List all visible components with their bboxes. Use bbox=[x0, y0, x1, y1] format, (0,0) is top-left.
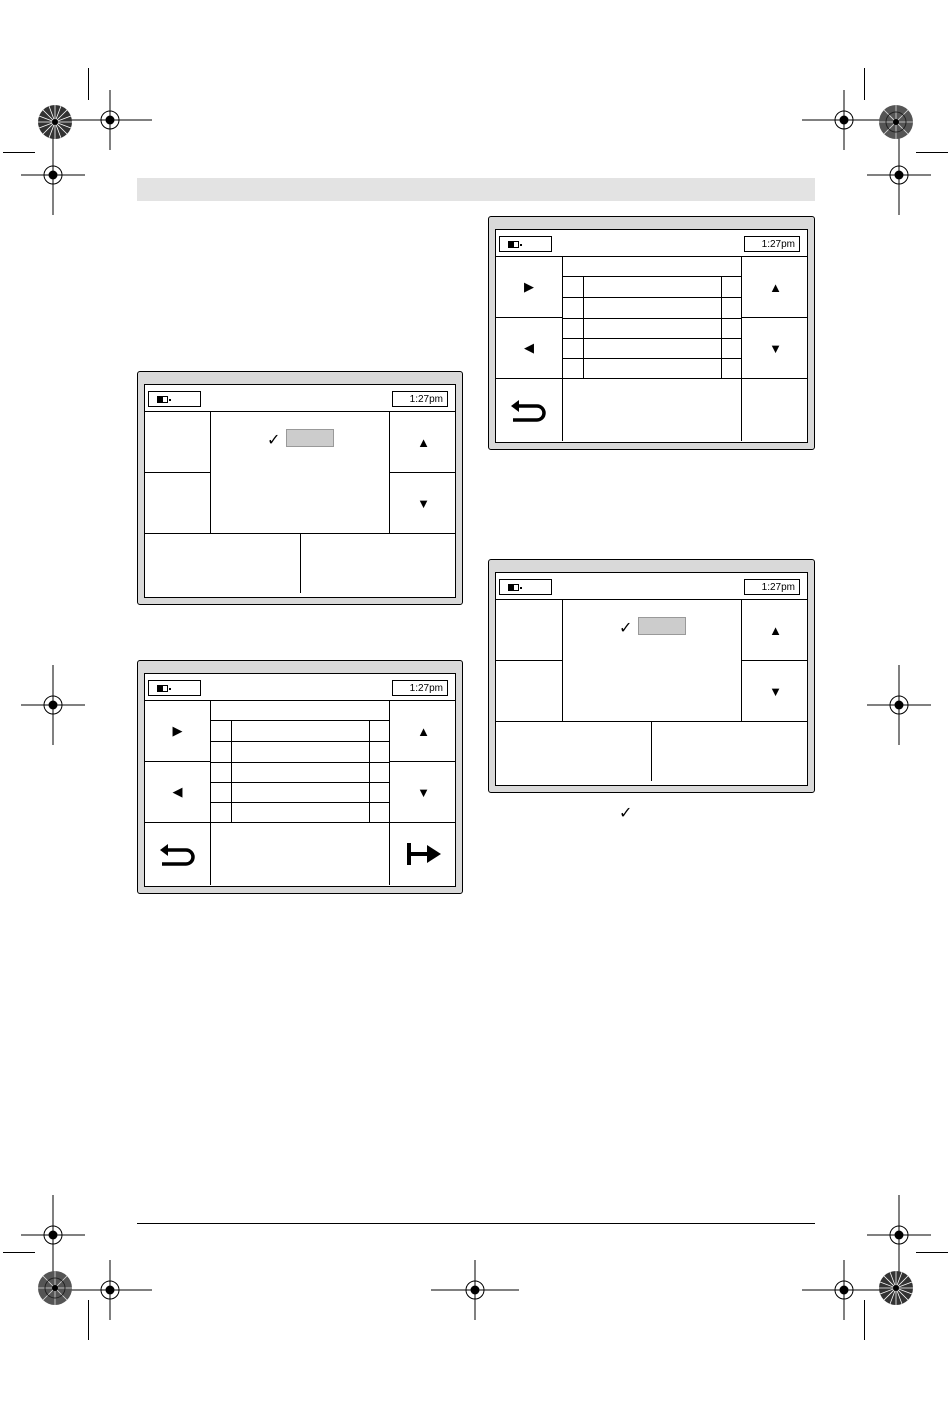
right-arrow-icon[interactable]: ▶ bbox=[524, 279, 534, 294]
selected-value-box[interactable] bbox=[286, 429, 334, 447]
checkmark-icon: ✓ bbox=[619, 620, 633, 637]
up-arrow-icon[interactable]: ▲ bbox=[417, 723, 430, 739]
down-arrow-icon[interactable]: ▼ bbox=[769, 683, 782, 699]
device-screen-3 bbox=[488, 216, 815, 450]
battery-status bbox=[499, 579, 552, 595]
checkmark-icon: ✓ bbox=[267, 432, 281, 449]
softkey-bottom-right[interactable] bbox=[742, 379, 809, 441]
battery-status bbox=[148, 391, 201, 407]
header-band bbox=[137, 178, 815, 201]
down-arrow-icon[interactable]: ▼ bbox=[417, 784, 430, 800]
down-arrow-icon[interactable]: ▼ bbox=[417, 495, 430, 511]
device-screen-1 bbox=[137, 371, 463, 605]
back-arrow-icon[interactable] bbox=[496, 379, 562, 441]
down-arrow-icon[interactable]: ▼ bbox=[769, 340, 782, 356]
selected-value-box[interactable] bbox=[638, 617, 686, 635]
display-2 bbox=[144, 673, 456, 887]
softkey-bottom-right-wide[interactable] bbox=[652, 722, 809, 781]
battery-icon bbox=[508, 241, 519, 248]
device-screen-4 bbox=[488, 559, 815, 793]
softkey-bottom-left-wide[interactable] bbox=[496, 722, 651, 781]
clock-time: 1:27pm bbox=[409, 683, 443, 694]
battery-status bbox=[499, 236, 552, 252]
battery-icon bbox=[157, 685, 168, 692]
softkey-bottom-right-wide[interactable] bbox=[301, 534, 457, 593]
battery-status bbox=[148, 680, 201, 696]
display-3 bbox=[495, 229, 808, 443]
footer-rule bbox=[137, 1223, 815, 1224]
softkey-bottom-left[interactable] bbox=[496, 661, 562, 721]
display-1 bbox=[144, 384, 456, 598]
clock-time: 1:27pm bbox=[761, 239, 795, 250]
display-4 bbox=[495, 572, 808, 786]
softkey-top-left[interactable] bbox=[496, 600, 562, 660]
softkey-bottom-left[interactable] bbox=[145, 473, 210, 533]
softkey-top-left[interactable] bbox=[145, 412, 210, 472]
battery-icon bbox=[508, 584, 519, 591]
softkey-bottom-left-wide[interactable] bbox=[145, 534, 300, 593]
up-arrow-icon[interactable]: ▲ bbox=[769, 279, 782, 295]
inline-checkmark-icon: ✓ bbox=[619, 805, 633, 822]
clock-time: 1:27pm bbox=[409, 394, 443, 405]
up-arrow-icon[interactable]: ▲ bbox=[417, 434, 430, 450]
forward-arrow-icon[interactable] bbox=[390, 823, 457, 885]
back-arrow-icon[interactable] bbox=[145, 823, 210, 885]
device-screen-2 bbox=[137, 660, 463, 894]
battery-icon bbox=[157, 396, 168, 403]
clock-box bbox=[392, 680, 448, 696]
right-arrow-icon[interactable]: ▶ bbox=[172, 723, 183, 738]
clock-box bbox=[392, 391, 448, 407]
clock-box bbox=[744, 236, 800, 252]
clock-box bbox=[744, 579, 800, 595]
clock-time: 1:27pm bbox=[761, 582, 795, 593]
up-arrow-icon[interactable]: ▲ bbox=[769, 622, 782, 638]
left-arrow-icon[interactable]: ◀ bbox=[172, 784, 183, 799]
left-arrow-icon[interactable]: ◀ bbox=[524, 340, 534, 355]
